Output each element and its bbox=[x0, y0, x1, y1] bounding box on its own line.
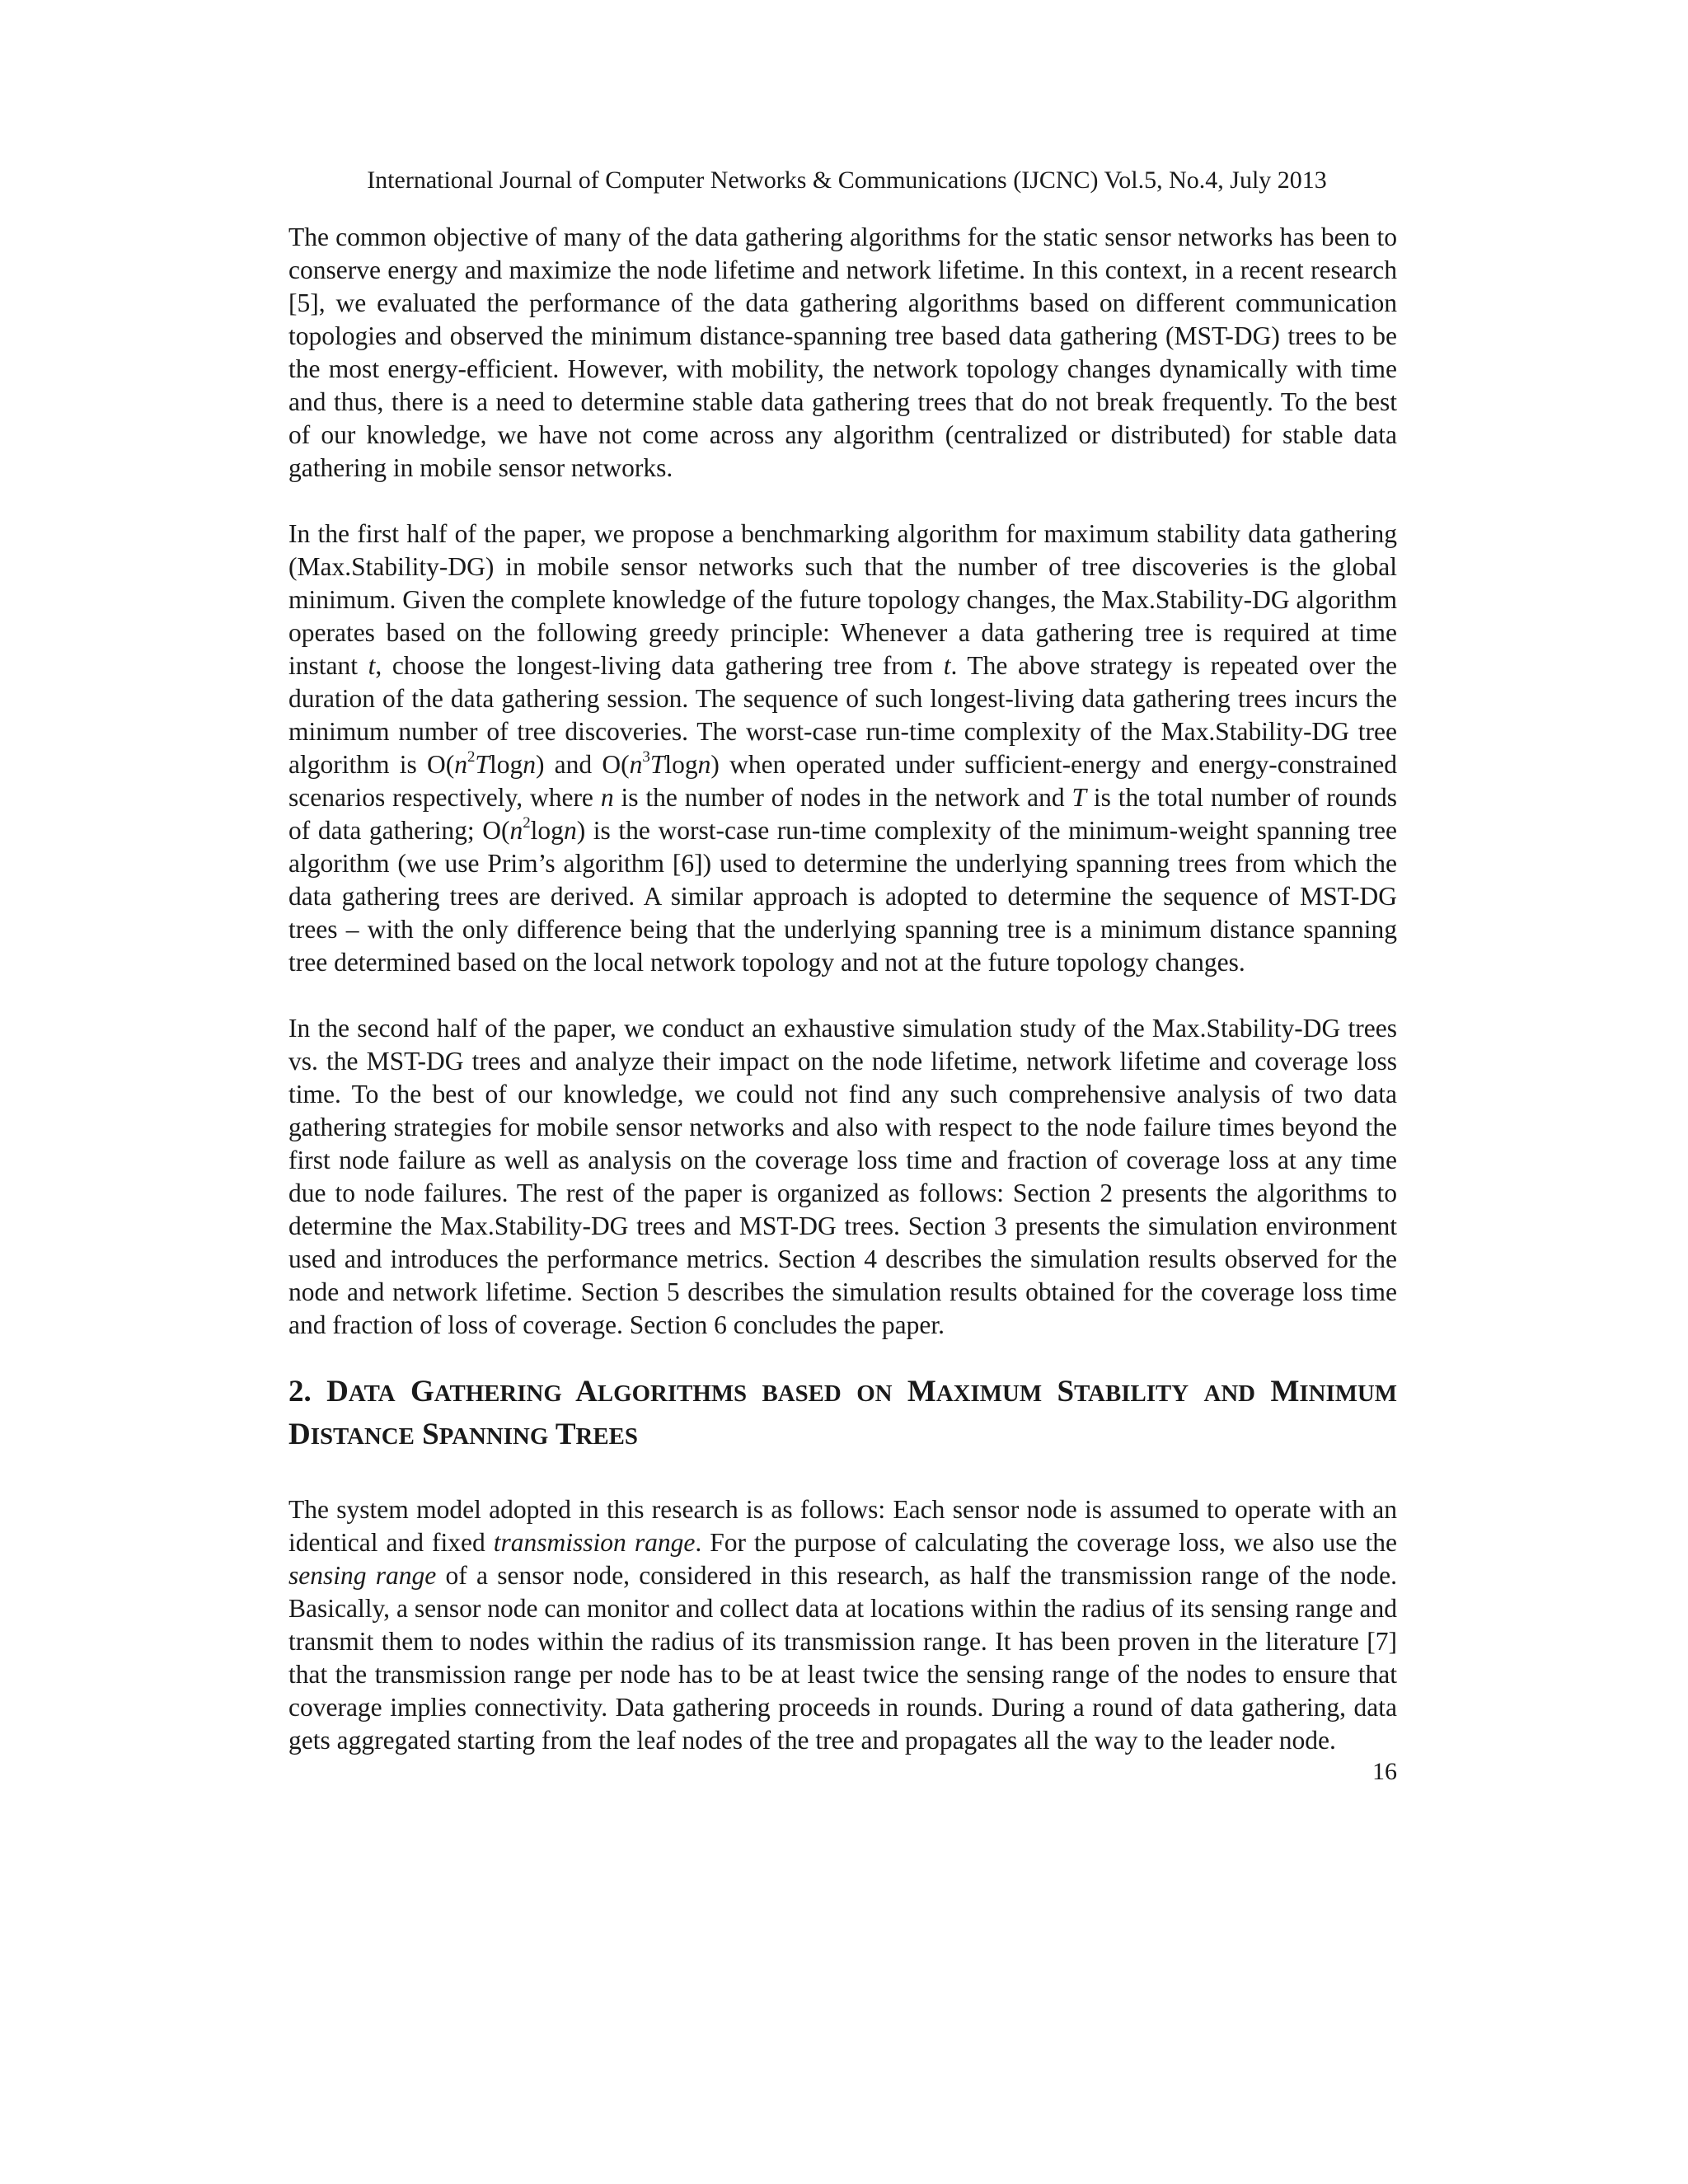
page-number: 16 bbox=[1372, 1758, 1397, 1785]
var-t: t bbox=[943, 651, 951, 680]
system-model-paragraph: The system model adopted in this research is as follows: Each sensor node is assumed to operate with an identical and fixed transmission range. For the purpose of calculating the coverage loss, we also use the sensing range of a sensor node, considered in this research, as half the transmission range of the node. Basically, a sensor node can monitor and collect data at locations within the radius of its sensing range and transmit them to nodes within the radius of its transmission range. It has been proven in the literature [7] that the transmission range per node has to be at least twice the sensing range of the nodes to ensure that coverage implies connectivity. Data gathering proceeds in rounds. During a round of data gathering, data gets aggregated starting from the leaf nodes of the tree and propagates all the way to the leader node. bbox=[288, 1495, 1397, 1755]
intro-paragraph-3: In the second half of the paper, we conduct an exhaustive simulation study of the Max.Stability-DG trees vs. the MST-DG trees and analyze their impact on the node lifetime, network lifetime and coverage loss time. To the best of our knowledge, we could not find any such comprehensive analysis of two data gathering strategies for mobile sensor networks and also with respect to the node failure times beyond the first node failure as well as analysis on the coverage loss time and fraction of coverage loss at any time due to node failures. The rest of the paper is organized as follows: Section 2 presents the algorithms to determine the Max.Stability-DG trees and MST-DG trees. Section 3 presents the simulation environment used and introduces the performance metrics. Section 4 describes the simulation results observed for the node and network lifetime. Section 5 describes the simulation results obtained for the coverage loss time and fraction of loss of coverage. Section 6 concludes the paper. bbox=[288, 1014, 1397, 1339]
intro-paragraph-2: In the first half of the paper, we propose a benchmarking algorithm for maximum stability data gathering (Max.Stability-DG) in mobile sensor networks such that the number of tree discoveries is the global minimum. Given the complete knowledge of the future topology changes, the Max.Stability-DG algorithm operates based on the following greedy principle: Whenever a data gathering tree is required at time instant t, choose the longest-living data gathering tree from t. The above strategy is repeated over the duration of the data gathering session. The sequence of such longest-living data gathering trees incurs the minimum number of tree discoveries. The worst-case run-time complexity of the Max.Stability-DG tree algorithm is $O(n^2Tlogn)$ and $O(n^3Tlogn)$ when operated under sufficient-energy and energy-constrained scenarios respectively, where n is the number of nodes in the network and T is the total number of rounds of data gathering; $O(n^2\log n)$ is the worst-case run-time complexity of the minimum-weight spanning tree algorithm (we use Prim’s algorithm [6]) used to determine the underlying spanning trees from which the data gathering trees are derived. A similar approach is adopted to determine the sequence of MST-DG trees – with the only difference being that the underlying spanning tree is a minimum distance spanning tree determined based on the local network topology and not at the future topology changes. bbox=[288, 519, 1398, 977]
running-header: International Journal of Computer Networks & Communications (IJCNC) Vol.5, No.4, July 2013 bbox=[367, 166, 1327, 194]
paper-page bbox=[288, 163, 1397, 1787]
term-transmission-range: transmission range bbox=[493, 1528, 696, 1557]
var-t: t bbox=[368, 651, 376, 680]
intro-paragraph-1: The common objective of many of the data gathering algorithms for the static sensor networks has been to conserve energy and maximize the node lifetime and network lifetime. In this context, in a recent research [5], we evaluated the performance of the data gathering algorithms based on different communication topologies and observed the minimum distance-spanning tree based data gathering (MST-DG) trees to be the most energy-efficient. However, with mobility, the network topology changes dynamically with time and thus, there is a need to determine stable data gathering trees that do not break frequently. To the best of our knowledge, we have not come across any algorithm (centralized or distributed) for stable data gathering in mobile sensor networks. bbox=[288, 223, 1397, 482]
section-2-heading: 2. DATA GATHERING ALGORITHMS BASED ON MAXIMUM STABILITY AND MINIMUM DISTANCE SPANNING TREES bbox=[288, 1375, 1398, 1451]
term-sensing-range: sensing range bbox=[288, 1561, 437, 1590]
